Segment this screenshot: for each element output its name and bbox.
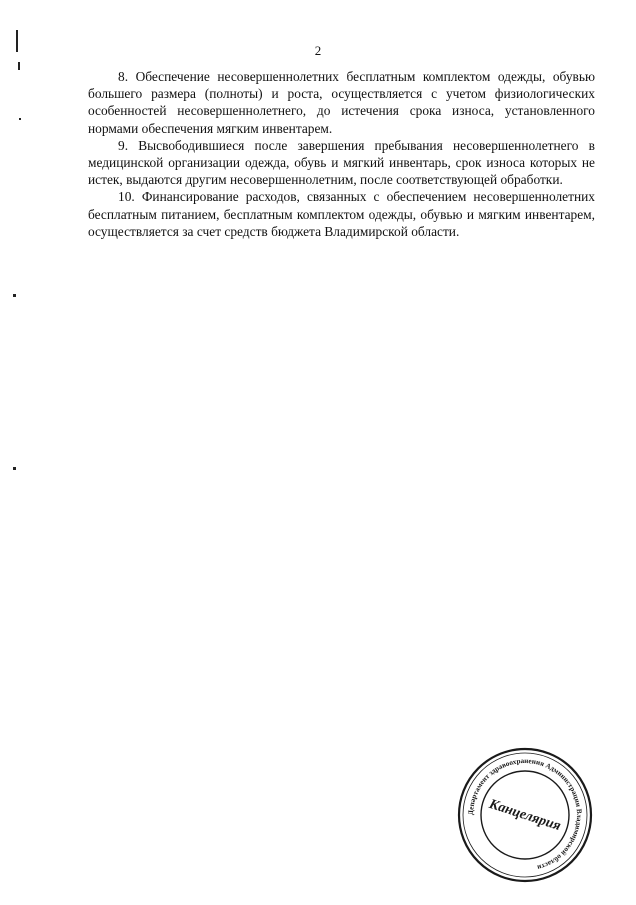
document-body: [88, 68, 595, 240]
stamp-seal-icon: [455, 745, 595, 885]
paragraph-10: 10. Финансирование расходов, связанных с обеспечением несовершеннолетних бесплатным питанием, бесплатным комплектом одежды, обувью и мягким инвентарем, осуществляется за счет средств бюджета Владимирской области.: [88, 189, 595, 239]
stamp-center-text: Канцелярия: [487, 796, 563, 835]
paragraph-9: 9. Высвободившиеся после завершения пребывания несовершеннолетнего в медицинской организации одежда, обувь и мягкий инвентарь, срок износа которых не истек, выдаются другим несовершеннолетним, после соответствующей обработки.: [88, 137, 595, 188]
scan-mark: [19, 118, 21, 120]
scan-mark: [18, 62, 20, 70]
scan-mark: [13, 294, 16, 297]
scan-mark: [13, 467, 16, 470]
office-stamp: [455, 745, 595, 885]
stamp-ring-text: Департамент здравоохранения Администрации Владимирской области: [466, 756, 584, 872]
page-number: 2: [314, 43, 322, 58]
paragraph-8: 8. Обеспечение несовершеннолетних бесплатным комплектом одежды, обувью большего размера (полноты) и роста, осуществляется с учетом физиологических особенностей несовершеннолетнего, до истечения срока износа, установленного нормами обеспечения мягким инвентарем.: [88, 69, 595, 136]
